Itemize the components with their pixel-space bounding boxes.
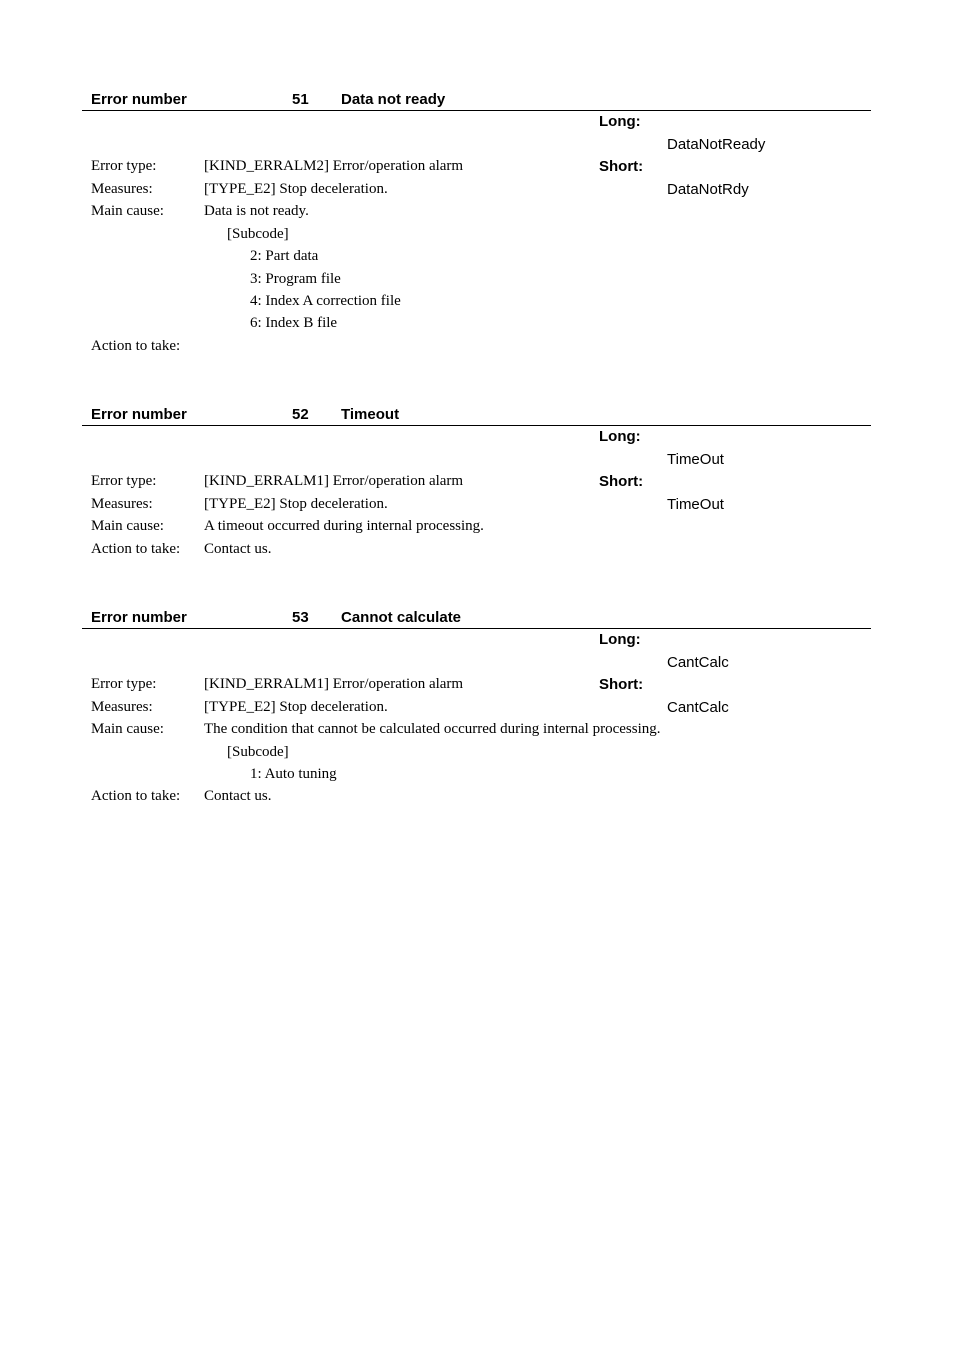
error-type-value: [KIND_ERRALM1] Error/operation alarm [204, 473, 464, 489]
action-label: Action to take: [91, 338, 181, 354]
long-label: Long: [599, 631, 641, 648]
error-number: 51 [292, 91, 309, 108]
main-cause-value: The condition that cannot be calculated occurred during internal processing. [204, 721, 661, 737]
error-title: Data not ready [341, 91, 446, 108]
error-number: 53 [292, 609, 309, 626]
subcode-item: 1: Auto tuning [250, 766, 337, 782]
short-label: Short: [599, 158, 644, 175]
long-label: Long: [599, 428, 641, 445]
short-value: DataNotRdy [667, 181, 749, 198]
error-number: 52 [292, 406, 309, 423]
error-header [82, 403, 871, 426]
error-title: Timeout [341, 406, 400, 423]
error-type-value: [KIND_ERRALM2] Error/operation alarm [204, 158, 464, 174]
main-cause-value: Data is not ready. [204, 203, 309, 219]
main-cause-value: A timeout occurred during internal processing. [204, 518, 484, 534]
long-value: DataNotReady [667, 136, 766, 153]
long-value: TimeOut [667, 451, 724, 468]
error-header [82, 606, 871, 629]
main-cause-label: Main cause: [91, 518, 164, 534]
measures-value: [TYPE_E2] Stop deceleration. [204, 699, 388, 715]
error-type-value: [KIND_ERRALM1] Error/operation alarm [204, 676, 464, 692]
long-value: CantCalc [667, 654, 729, 671]
subcode-label: [Subcode] [227, 744, 289, 760]
action-label: Action to take: [91, 541, 181, 557]
subcode-item: 3: Program file [250, 271, 341, 287]
main-cause-label: Main cause: [91, 203, 164, 219]
measures-value: [TYPE_E2] Stop deceleration. [204, 496, 388, 512]
measures-label: Measures: [91, 496, 153, 512]
subcode-item: 4: Index A correction file [250, 293, 401, 309]
error-type-label: Error type: [91, 473, 157, 489]
error-header [82, 88, 871, 111]
measures-label: Measures: [91, 181, 153, 197]
action-label: Action to take: [91, 788, 181, 804]
main-cause-label: Main cause: [91, 721, 164, 737]
action-value: Contact us. [204, 788, 272, 804]
short-label: Short: [599, 473, 644, 490]
error-title: Cannot calculate [341, 609, 462, 626]
subcode-item: 2: Part data [250, 248, 319, 264]
measures-value: [TYPE_E2] Stop deceleration. [204, 181, 388, 197]
error-number-label: Error number [91, 91, 187, 108]
error-type-label: Error type: [91, 158, 157, 174]
action-value: Contact us. [204, 541, 272, 557]
subcode-label: [Subcode] [227, 226, 289, 242]
short-value: CantCalc [667, 699, 729, 716]
subcode-item: 6: Index B file [250, 315, 338, 331]
short-label: Short: [599, 676, 644, 693]
error-type-label: Error type: [91, 676, 157, 692]
short-value: TimeOut [667, 496, 724, 513]
error-number-label: Error number [91, 406, 187, 423]
measures-label: Measures: [91, 699, 153, 715]
long-label: Long: [599, 113, 641, 130]
error-number-label: Error number [91, 609, 187, 626]
